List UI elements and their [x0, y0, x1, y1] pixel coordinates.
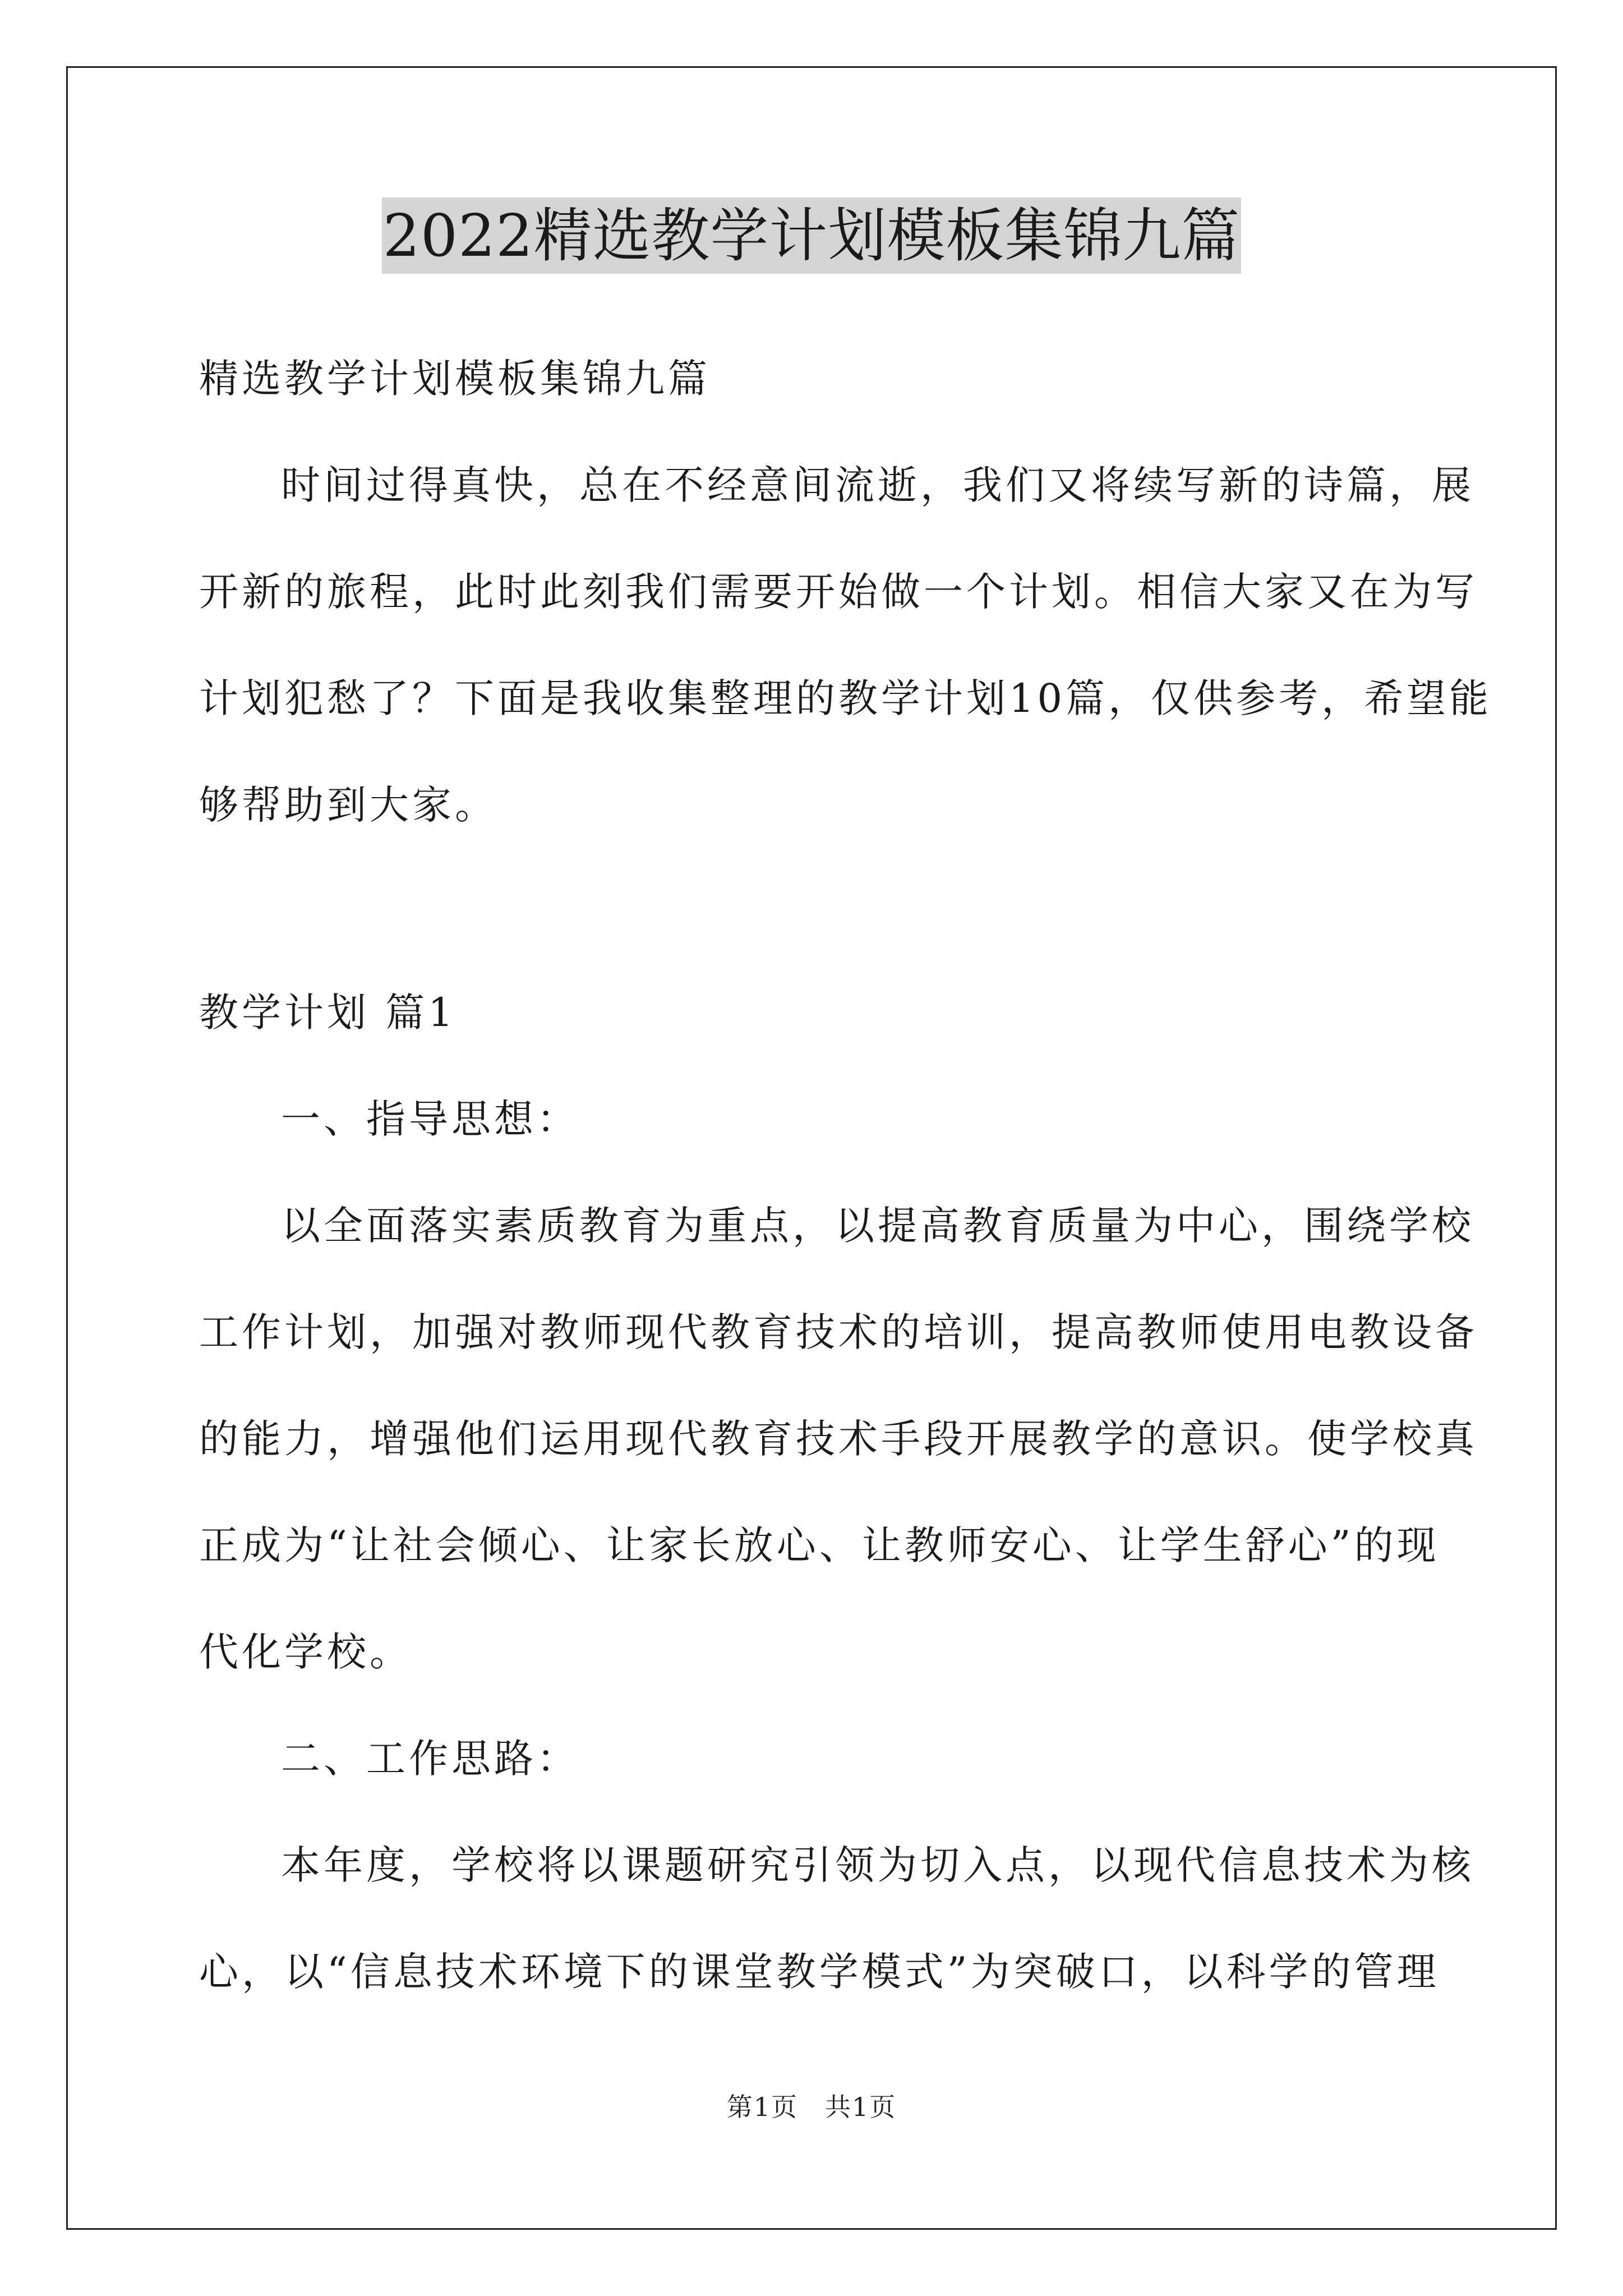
document-title: 2022精选教学计划模板集锦九篇 — [382, 197, 1242, 274]
intro-line-1: 时间过得真快，总在不经意间流逝，我们又将续写新的诗篇，展 — [281, 462, 1474, 508]
item1-line-3: 的能力，增强他们运用现代教育技术手段开展教学的意识。使学校真 — [199, 1416, 1478, 1462]
item2-line-1: 本年度，学校将以课题研究引领为切入点，以现代信息技术为核 — [281, 1842, 1474, 1888]
section-heading: 教学计划 篇1 — [199, 990, 457, 1036]
item2-heading: 二、工作思路： — [281, 1736, 579, 1782]
page-footer: 第1页 共1页 — [726, 2092, 897, 2122]
title-container — [0, 197, 1623, 274]
item1-line-1: 以全面落实素质教育为重点，以提高教育质量为中心，围绕学校 — [281, 1203, 1474, 1249]
intro-line-2: 开新的旅程，此时此刻我们需要开始做一个计划。相信大家又在为写 — [199, 569, 1478, 615]
intro-line-3: 计划犯愁了？下面是我收集整理的教学计划10篇，仅供参考，希望能 — [199, 675, 1492, 721]
item1-heading: 一、指导思想： — [281, 1096, 579, 1142]
subtitle: 精选教学计划模板集锦九篇 — [199, 356, 711, 402]
item1-line-5: 代化学校。 — [199, 1629, 412, 1675]
intro-line-4: 够帮助到大家。 — [199, 782, 497, 828]
item1-line-4: 正成为“让社会倾心、让家长放心、让教师安心、让学生舒心”的现 — [199, 1522, 1440, 1568]
item2-line-2: 心，以“信息技术环境下的课堂教学模式”为突破口，以科学的管理 — [199, 1949, 1440, 1995]
item1-line-2: 工作计划，加强对教师现代教育技术的培训，提高教师使用电教设备 — [199, 1309, 1478, 1355]
